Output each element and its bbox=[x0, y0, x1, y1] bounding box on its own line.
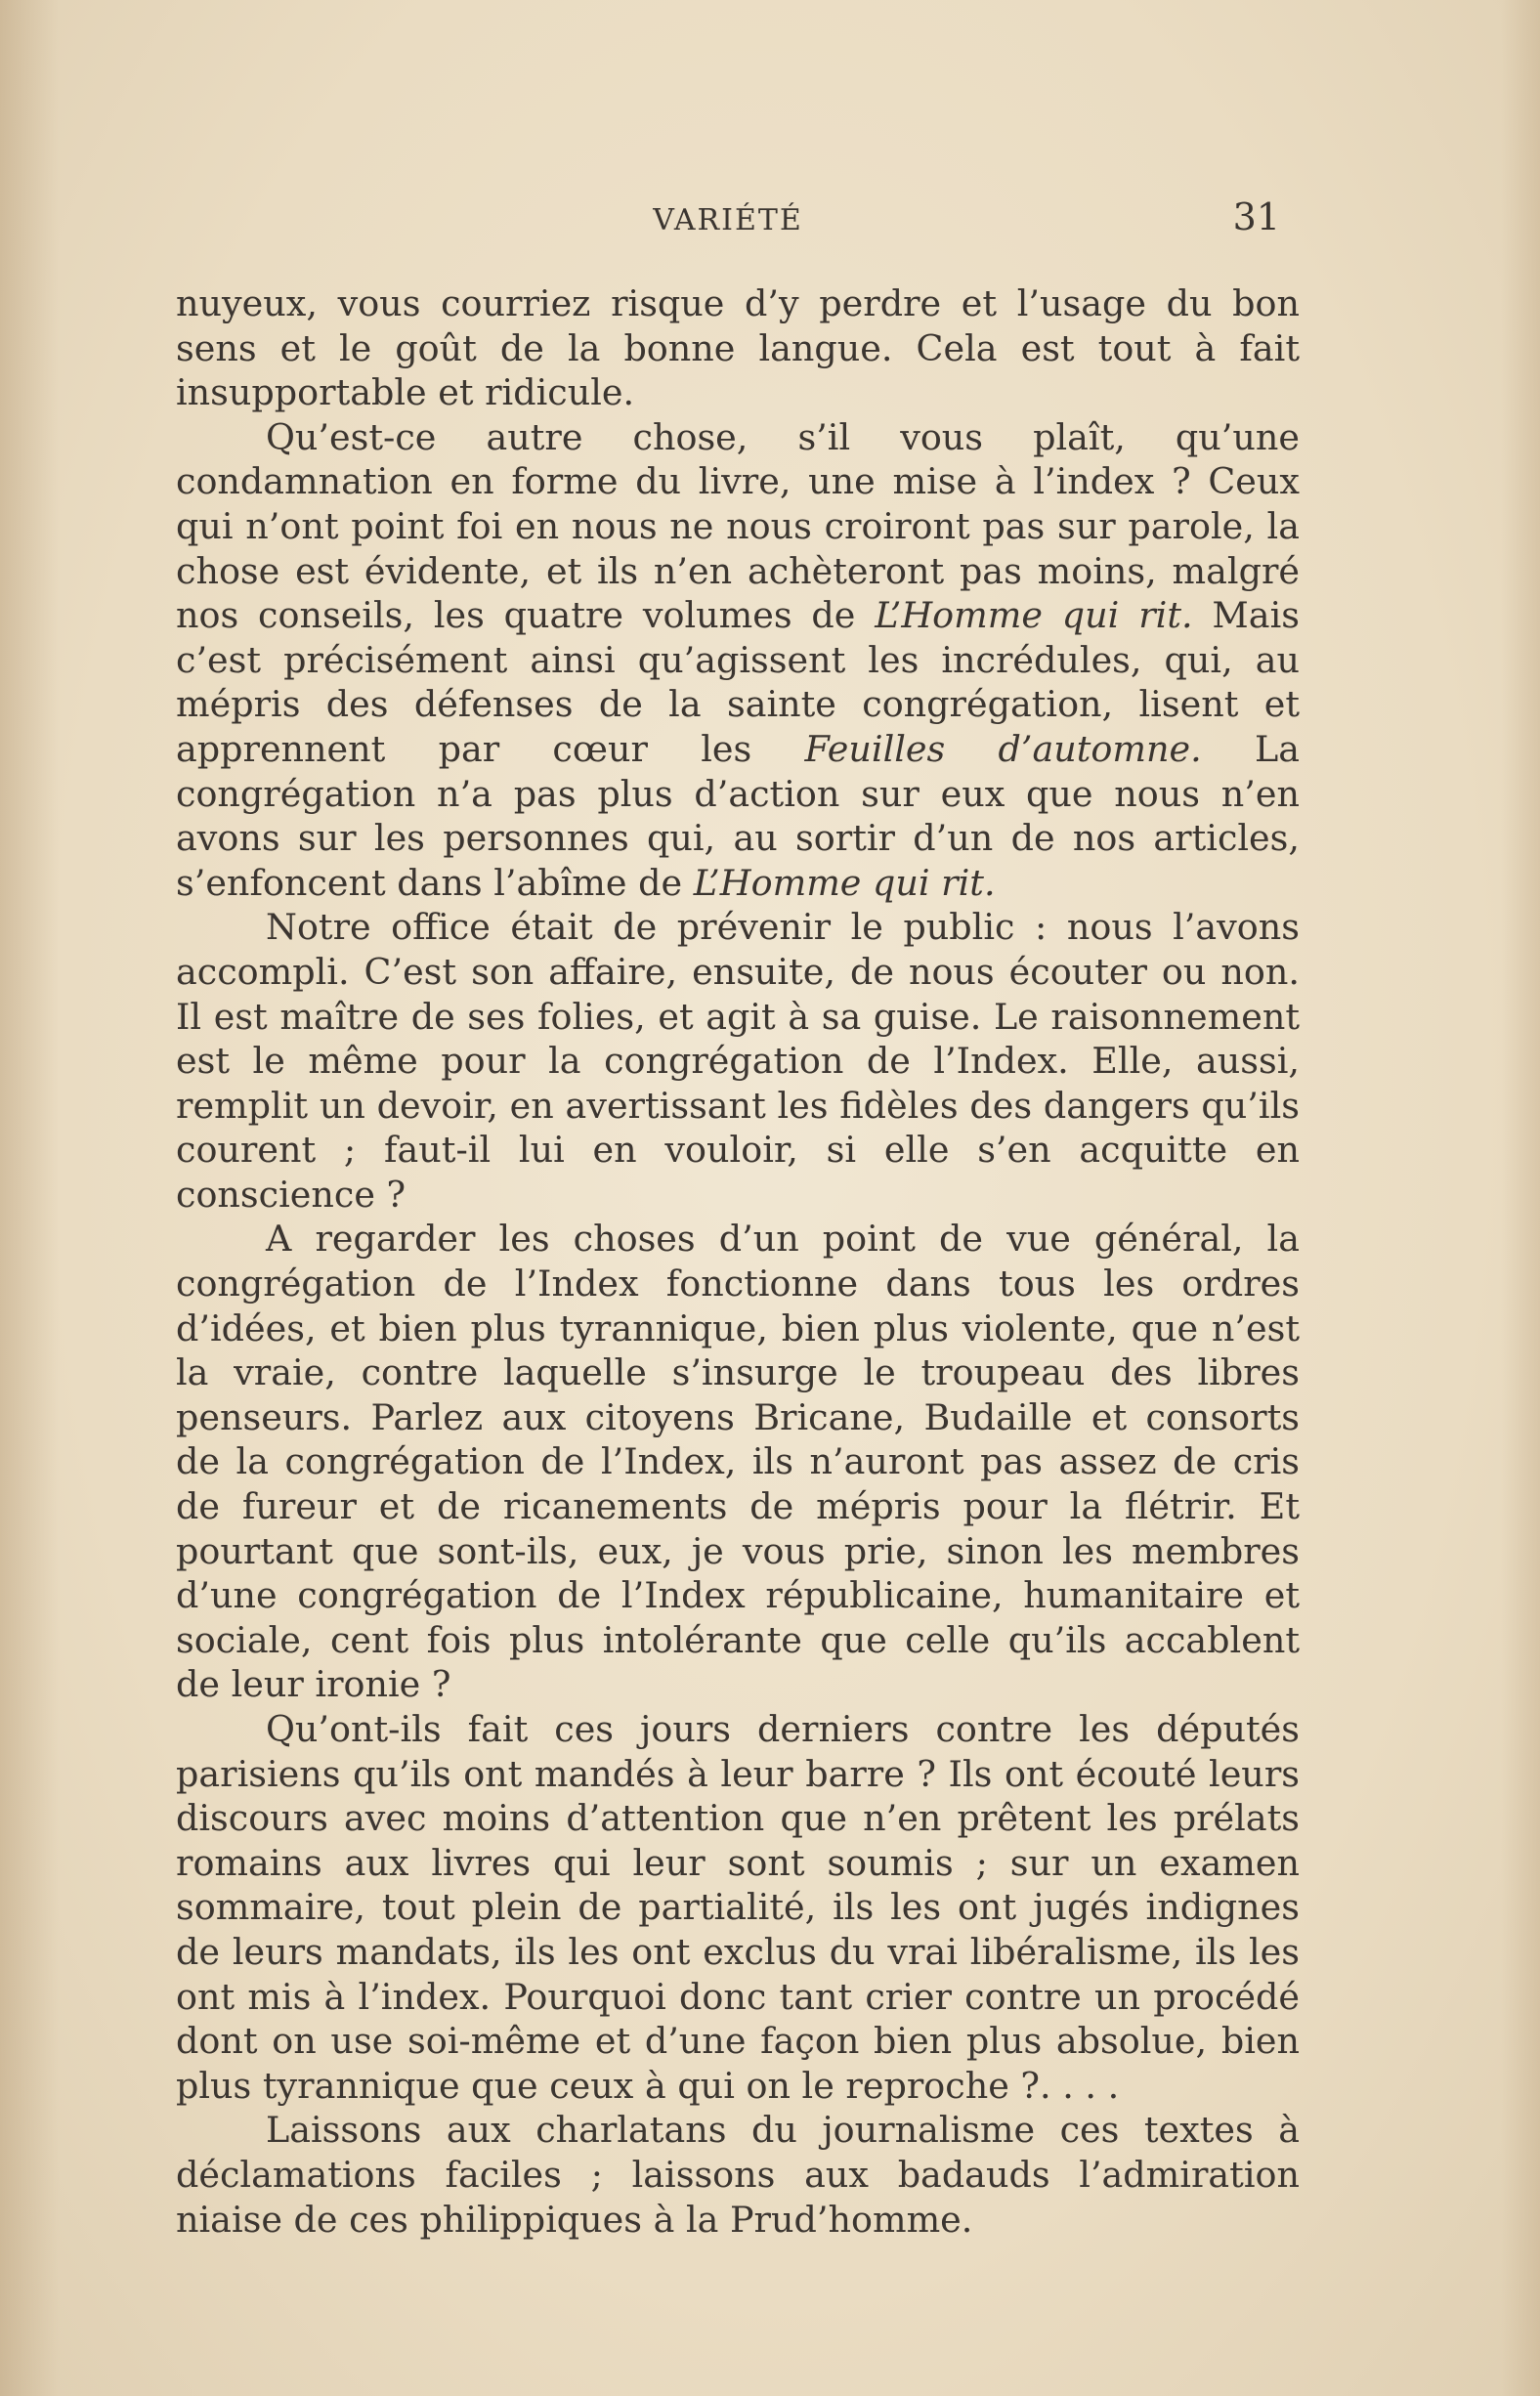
page-number: 31 bbox=[1232, 195, 1280, 238]
paragraph-2-text-c: Mais c’est précisément ainsi qu’agissent les incrédules, qui, au mépris des défenses de la sainte congrégation, lisent et apprennent par cœur les bbox=[176, 594, 1300, 770]
book-title-homme-qui-rit: L’Homme qui rit. bbox=[875, 594, 1193, 637]
page-body bbox=[176, 281, 1300, 2242]
page-edge-shadow bbox=[1501, 0, 1540, 2396]
paragraph-4: A regarder les choses d’un point de vue général, la congrégation de l’Index fonctionne dans tous les ordres d’idées, et bien plus tyrannique, bien plus violente, que n’est la vraie, contre laquelle s’insurge le troupeau des libres penseurs. Parlez aux citoyens Bricane, Budaille et consorts de la congrégation de l’Index, ils n’auront pas assez de cris de fureur et de ricanements de mépris pour la flétrir. Et pourtant que sont-ils, eux, je vous prie, sinon les membres d’une congrégation de l’Index républicaine, humanitaire et sociale, cent fois plus intolérante que celle qu’ils accablent de leur ironie ? bbox=[176, 1218, 1300, 1706]
page-gutter-shadow bbox=[0, 0, 59, 2396]
paragraph-2-text-a: Qu’est-ce autre chose, s’il vous plaît, qu’une condamnation en forme du livre, une mise à l’index ? Ceux qui n’ont point foi en nous ne nous croiront pas sur parole, la chose est évidente, et ils n’en achèteront pas moins, malgré nos conseils, les quatre volumes de bbox=[176, 415, 1300, 637]
paragraph-1: nuyeux, vous courriez risque d’y perdre et l’usage du bon sens et le goût de la bonne langue. Cela est tout à fait insupportable et ridicule. bbox=[176, 282, 1300, 414]
paragraph-2 bbox=[176, 415, 1300, 906]
page-header bbox=[176, 195, 1280, 254]
running-title: VARIÉTÉ bbox=[653, 203, 803, 237]
paragraph-2-text-e: La congrégation n’a pas plus d’action sur eux que nous n’en avons sur les personnes qui, au sortir d’un de nos articles, s’enfoncent dans l’abîme de bbox=[176, 727, 1300, 904]
paragraph-6: Laissons aux charlatans du journalisme ces textes à déclamations faciles ; laissons aux badauds l’admiration niaise de ces philippiques à la Prud’homme. bbox=[176, 2109, 1300, 2241]
paragraph-3: Notre office était de prévenir le public : nous l’avons accompli. C’est son affaire, ensuite, de nous écouter ou non. Il est maître de ses folies, et agit à sa guise. Le raisonnement est le même pour la congrégation de l’Index. Elle, aussi, remplit un devoir, en avertissant les fidèles des dangers qu’ils courent ; faut-il lui en vouloir, si elle s’en acquitte en conscience ? bbox=[176, 906, 1300, 1216]
book-title-feuilles-automne: Feuilles d’automne. bbox=[804, 727, 1202, 770]
paragraph-5: Qu’ont-ils fait ces jours derniers contre les députés parisiens qu’ils ont mandés à leur barre ? Ils ont écouté leurs discours avec moins d’attention que n’en prêtent les prélats romains aux livres qui leur sont soumis ; sur un examen sommaire, tout plein de partialité, ils les ont jugés indignes de leurs mandats, ils les ont exclus du vrai libéralisme, ils les ont mis à l’index. Pourquoi donc tant crier contre un procédé dont on use soi-même et d’une façon bien plus absolue, bien plus tyrannique que ceux à qui on le reproche ?. . . . bbox=[176, 1708, 1300, 2107]
book-title-homme-qui-rit-2: L’Homme qui rit. bbox=[693, 861, 996, 904]
